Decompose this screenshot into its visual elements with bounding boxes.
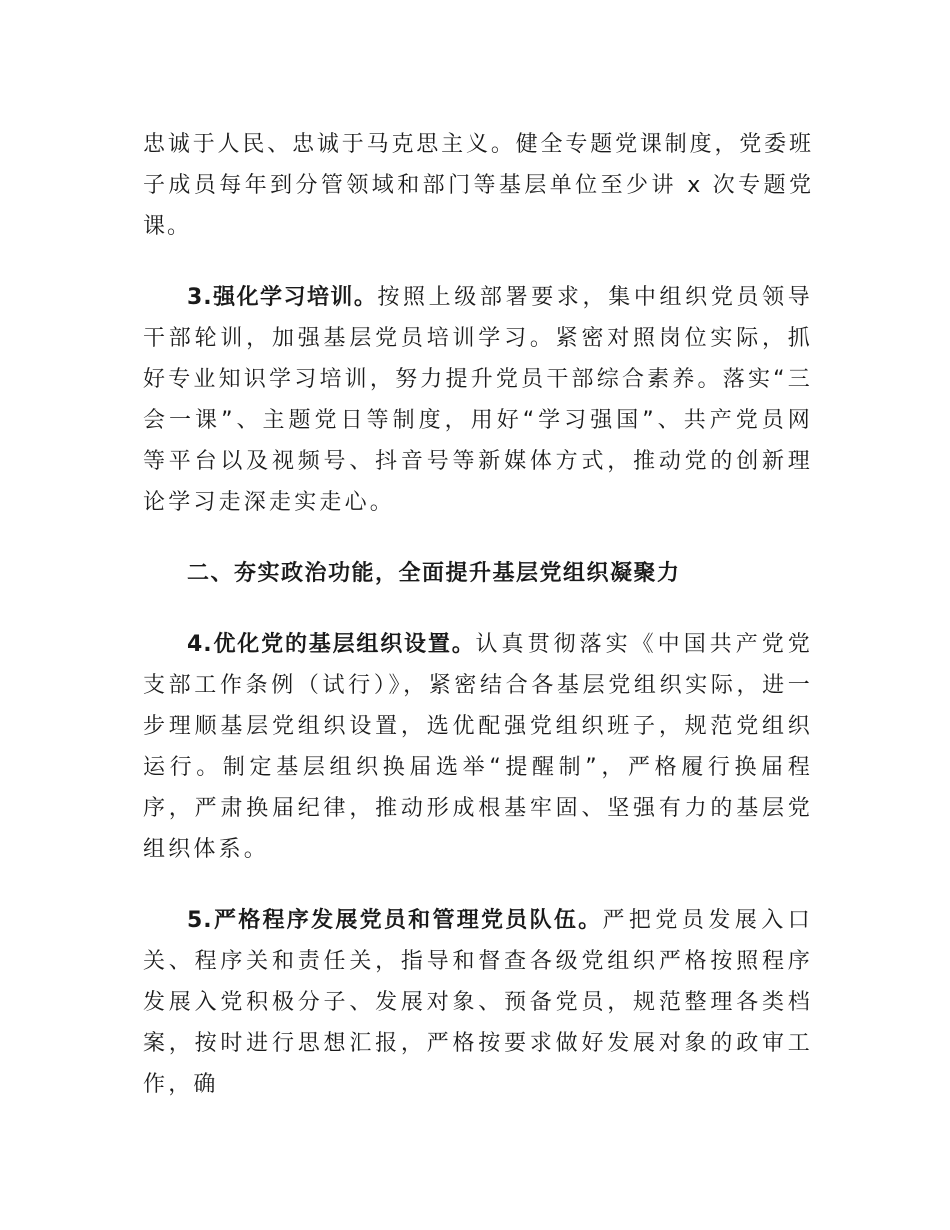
paragraph-item-4 [143,624,813,870]
item-3-body: 按照上级部署要求，集中组织党员领导干部轮训，加强基层党员培训学习。紧密对照岗位实际，抓好专业知识学习培训，努力提升党员干部综合素养。落实“三会一课”、主题党日等制度，用好“学习强国”、共产党员网等平台以及视频号、抖音号等新媒体方式，推动党的创新理论学习走深走实走心。 [143,285,813,515]
item-4-title: 4.优化党的基层组织设置。 [187,632,476,657]
document-page [143,124,813,1105]
paragraph-item-3 [143,277,813,523]
item-5-title: 5.严格程序发展党员和管理党员队伍。 [187,908,603,933]
paragraph-continuation: 忠诚于人民、忠诚于马克思主义。健全专题党课制度，党委班子成员每年到分管领域和部门等基层单位至少讲 x 次专题党课。 [143,132,813,239]
item-5-body: 严把党员发展入口关、程序关和责任关，指导和督查各级党组织严格按照程序发展入党积极分子、发展对象、预备党员，规范整理各类档案，按时进行思想汇报，严格按要求做好发展对象的政审工作，确 [143,908,813,1097]
item-4-body: 认真贯彻落实《中国共产党党支部工作条例（试行）》，紧密结合各基层党组织实际，进一步理顺基层党组织设置，选优配强党组织班子，规范党组织运行。制定基层组织换届选举“提醒制”，严格履行换届程序，严肃换届纪律，推动形成根基牢固、坚强有力的基层党组织体系。 [143,632,813,862]
item-3-title: 3.强化学习培训。 [187,285,378,310]
paragraph-item-5 [143,900,813,1105]
section-heading: 二、夯实政治功能，全面提升基层党组织凝聚力 [187,561,681,586]
